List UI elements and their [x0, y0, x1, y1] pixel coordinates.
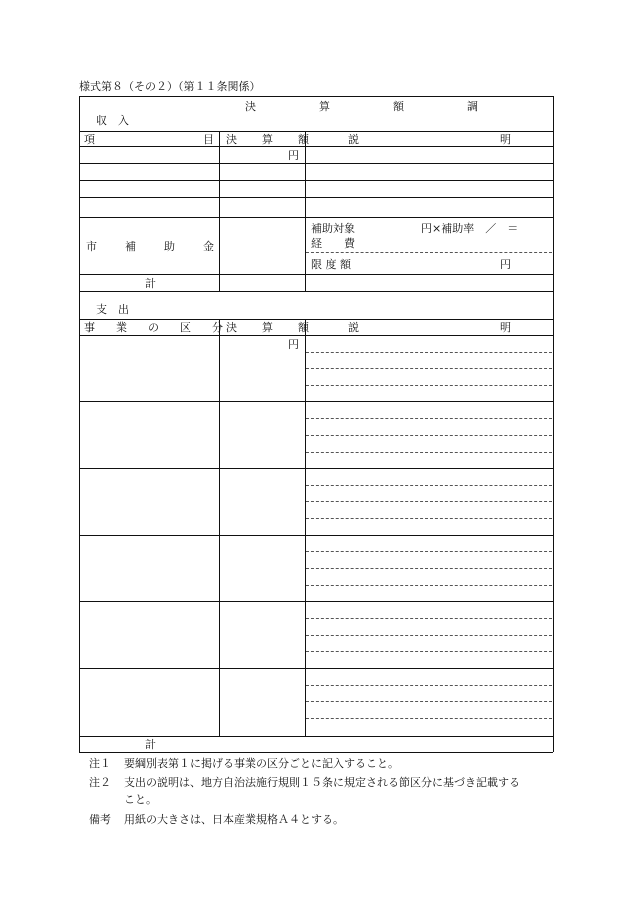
desc-dashed-line: [306, 452, 552, 453]
subsidy-dashed-line: [306, 252, 552, 253]
expense-yen-unit: 円: [288, 338, 299, 351]
note-1-text: 要綱別表第１に掲げる事業の区分ごとに記入すること。: [124, 757, 399, 770]
income-header-desc: 説: [348, 133, 359, 146]
subsidy-limit-yen: 円: [500, 258, 511, 271]
income-row-line: [79, 163, 553, 164]
income-header-item-end: 目: [203, 133, 214, 146]
income-section-label: 収 入: [96, 114, 129, 127]
desc-dashed-line: [306, 501, 552, 502]
income-total-label: 計: [145, 277, 156, 290]
desc-dashed-line: [306, 701, 552, 702]
expense-block-line: [79, 668, 553, 669]
income-header-amount: 決 算 額: [226, 133, 316, 146]
subsidy-expense-label: 経 費: [311, 237, 355, 250]
note-2-label: 注２: [89, 776, 111, 789]
remarks-text: 用紙の大きさは、日本産業規格Ａ４とする。: [124, 813, 344, 826]
note-2-text-cont: こと。: [124, 793, 157, 806]
desc-dashed-line: [306, 485, 552, 486]
income-col-2: [305, 131, 306, 291]
income-header-top: [79, 131, 553, 132]
expense-header-desc-end: 明: [500, 321, 511, 334]
expense-section-label: 支 出: [96, 303, 129, 316]
expense-total-top: [79, 736, 553, 737]
expense-col-2: [305, 319, 306, 736]
expense-header-division: 事 業 の 区 分: [84, 321, 228, 334]
income-total-top: [79, 274, 553, 275]
form-label: 様式第８（その２）（第１１条関係）: [79, 80, 261, 93]
subsidy-target-label: 補助対象: [311, 222, 355, 235]
expense-header-amount: 決 算 額: [226, 321, 316, 334]
desc-dashed-line: [306, 352, 552, 353]
remarks-label: 備考: [89, 813, 111, 826]
subsidy-rate-formula: 円×補助率 ／ ＝: [421, 222, 519, 235]
expense-total-label: 計: [145, 738, 156, 751]
income-row-line: [79, 217, 553, 218]
income-header-item: 項: [84, 133, 95, 146]
expense-block-line: [79, 401, 553, 402]
desc-dashed-line: [306, 418, 552, 419]
expense-block-line: [79, 468, 553, 469]
expense-header-bottom: [79, 335, 553, 336]
desc-dashed-line: [306, 635, 552, 636]
expense-col-1: [219, 319, 220, 736]
form-title: 決 算 額 調: [245, 100, 504, 113]
table-top-border: [79, 96, 553, 97]
income-total-bottom: [79, 291, 553, 292]
subsidy-limit-label: 限 度 額: [311, 258, 351, 271]
expense-block-line: [79, 535, 553, 536]
desc-dashed-line: [306, 718, 552, 719]
income-row-line: [79, 180, 553, 181]
desc-dashed-line: [306, 551, 552, 552]
income-row-line: [79, 197, 553, 198]
city-subsidy-label: 市 補 助 金: [86, 240, 216, 253]
income-row-line: [79, 146, 553, 147]
desc-dashed-line: [306, 585, 552, 586]
desc-dashed-line: [306, 651, 552, 652]
desc-dashed-line: [306, 368, 552, 369]
desc-dashed-line: [306, 518, 552, 519]
income-header-desc-end: 明: [500, 133, 511, 146]
table-left-border: [79, 96, 80, 752]
table-right-border: [553, 96, 554, 752]
desc-dashed-line: [306, 618, 552, 619]
expense-header-top: [79, 319, 553, 320]
desc-dashed-line: [306, 685, 552, 686]
table-bottom-border: [79, 752, 553, 753]
desc-dashed-line: [306, 568, 552, 569]
expense-header-desc: 説: [348, 321, 359, 334]
income-col-1: [219, 131, 220, 291]
desc-dashed-line: [306, 435, 552, 436]
desc-dashed-line: [306, 385, 552, 386]
income-yen-unit: 円: [288, 149, 299, 162]
note-2-text: 支出の説明は、地方自治法施行規則１５条に規定される節区分に基づき記載する: [124, 776, 520, 789]
note-1-label: 注１: [89, 757, 111, 770]
expense-block-line: [79, 601, 553, 602]
